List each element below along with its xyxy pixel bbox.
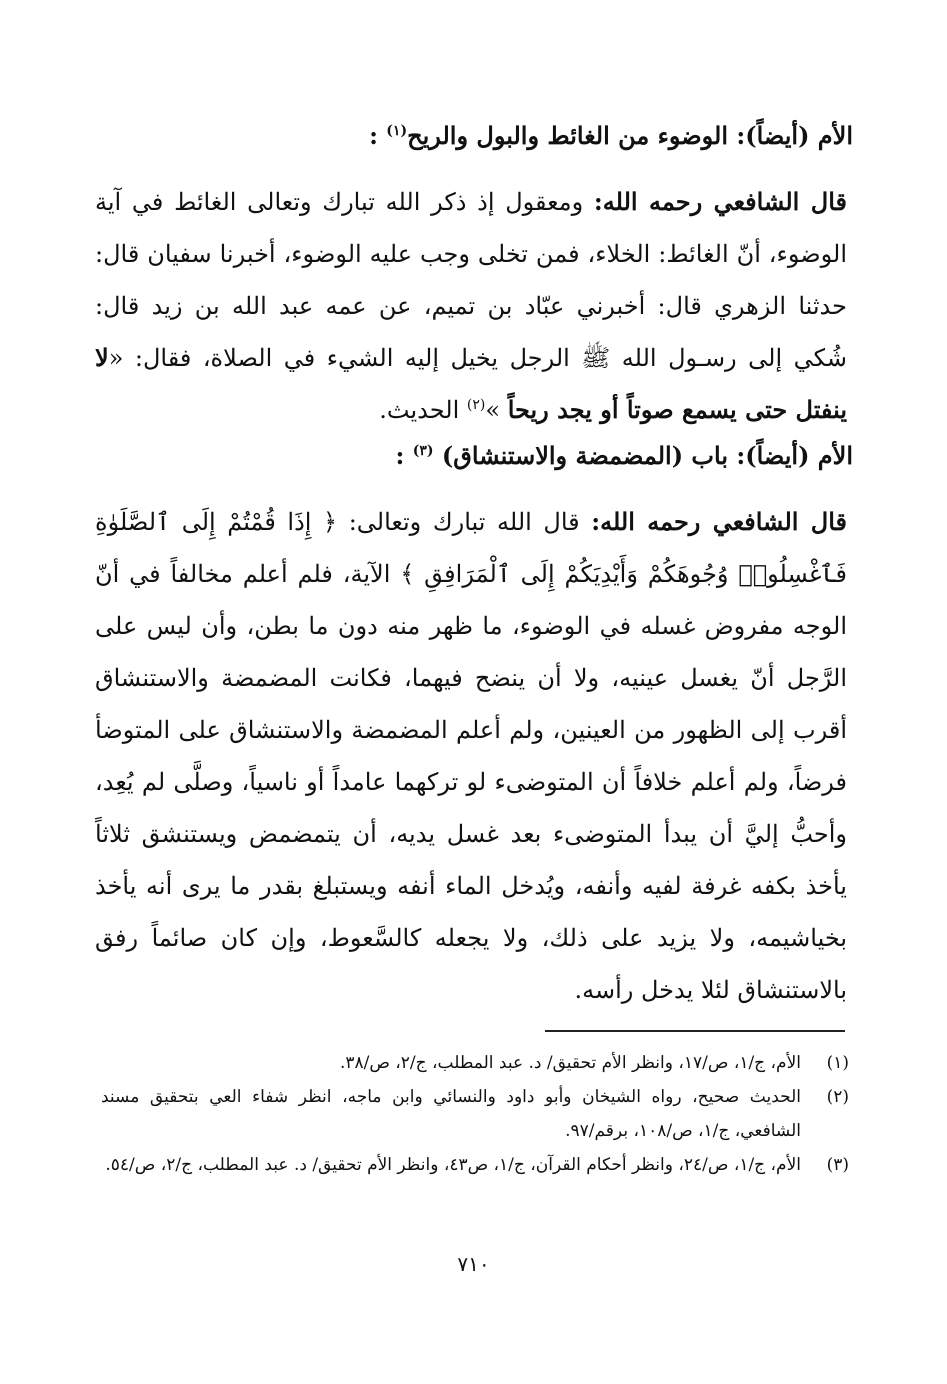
section-heading-1 xyxy=(93,118,853,154)
paragraph-2-lead: قال الشافعي رحمه الله: xyxy=(591,507,847,536)
footnote-number: (٣) xyxy=(826,1155,849,1175)
paragraph-1 xyxy=(95,176,847,436)
quote-close: » xyxy=(485,396,501,424)
footnote-divider xyxy=(545,1030,845,1032)
footnote-item xyxy=(101,1148,849,1182)
heading-2-text: الأم (أيضاً): باب (المضمضة والاستنشاق) xyxy=(441,441,853,470)
paragraph-1-text: ومعقول إذ ذكر الله تبارك وتعالى الغائط في آية الوضوء، أنّ الغائط: الخلاء، فمن تخلى وجب عليه الوضوء، أخبرنا سفيان قال: حدثنا الزهري قال: أخبرني عبّاد بن تميم، عن عمه عبد الله بن زيد قال: شُكي إلى رسـول الله ﷺ الرجل يخيل إليه الشيء في الصلاة، فقال: « xyxy=(95,188,847,372)
paragraph-1-tail: الحديث. xyxy=(379,396,460,424)
footnote-item xyxy=(101,1080,849,1148)
paragraph-2 xyxy=(95,496,847,1016)
paragraph-1-lead: قال الشافعي رحمه الله: xyxy=(593,187,847,216)
footnote-ref-2: (٢) xyxy=(466,397,486,413)
footnote-item xyxy=(101,1046,849,1080)
paragraph-2-text: قال الله تبارك وتعالى: ﴿ إِذَا قُمْتُمْ إِلَى ٱلصَّلَوٰةِ فَٱغْسِلُوا۟ وُجُوهَكُمْ وَأَيْدِيَكُمْ إِلَى ٱلْمَرَافِقِ ﴾ الآية، فلم أعلم مخالفاً في أنّ الوجه مفروض غسله في الوضوء، ما ظهر منه دون ما بطن، وأن ليس على الرَّجل أنّ يغسل عينيه، ولا أن ينضح فيهما، فكانت المضمضة والاستنشاق أقرب إلى الظهور من العينين، ولم أعلم المضمضة والاستنشاق على المتوضأ فرضاً، ولم أعلم خلافاً أن المتوضىء لو تركهما عامداً أو ناسياً، وصلَّى لم يُعِد، وأحبُّ إليَّ أن يبدأ المتوضىء بعد غسل يديه، أن يتمضمض ويستنشق ثلاثاً يأخذ بكفه غرفة لفيه وأنفه، ويُدخل الماء أنفه ويستبلغ بقدر ما يرى أنه يأخذ بخياشيمه، ولا يزيد على ذلك، ولا يجعله كالسَّعوط، وإن كان صائماً رفق بالاستنشاق لئلا يدخل رأسه. xyxy=(95,508,848,1004)
footnote-ref-3: (٣) xyxy=(412,443,434,459)
hadith-quote: لا ينفتل حتى يسمع صوتاً أو يجد ريحاً xyxy=(95,343,847,424)
heading-1-text: الأم (أيضاً): الوضوء من الغائط والبول والريح xyxy=(407,121,853,150)
footnote-text: الحديث صحيح، رواه الشيخان وأبو داود والنسائي وابن ماجه، انظر شفاء العي بتحقيق مسند الشافعي، ج/١، ص/١٠٨، برقم/٩٧. xyxy=(101,1087,801,1141)
footnote-text: الأم، ج/١، ص/١٧، وانظر الأم تحقيق/ د. عبد المطلب، ج/٢، ص/٣٨. xyxy=(339,1053,801,1073)
footnotes xyxy=(101,1046,849,1182)
footnote-text: الأم، ج/١، ص/٢٤، وانظر أحكام القرآن، ج/١، ص٤٣، وانظر الأم تحقيق/ د. عبد المطلب، ج/٢، ص/٥٤. xyxy=(105,1155,801,1175)
section-heading-2 xyxy=(93,438,853,474)
heading-1-colon: : xyxy=(369,121,378,150)
footnote-ref-1: (١) xyxy=(386,123,408,139)
footnote-number: (١) xyxy=(826,1053,849,1073)
heading-2-colon: : xyxy=(395,441,405,470)
footnote-number: (٢) xyxy=(826,1087,849,1107)
page-number: ٧١٠ xyxy=(457,1252,490,1276)
